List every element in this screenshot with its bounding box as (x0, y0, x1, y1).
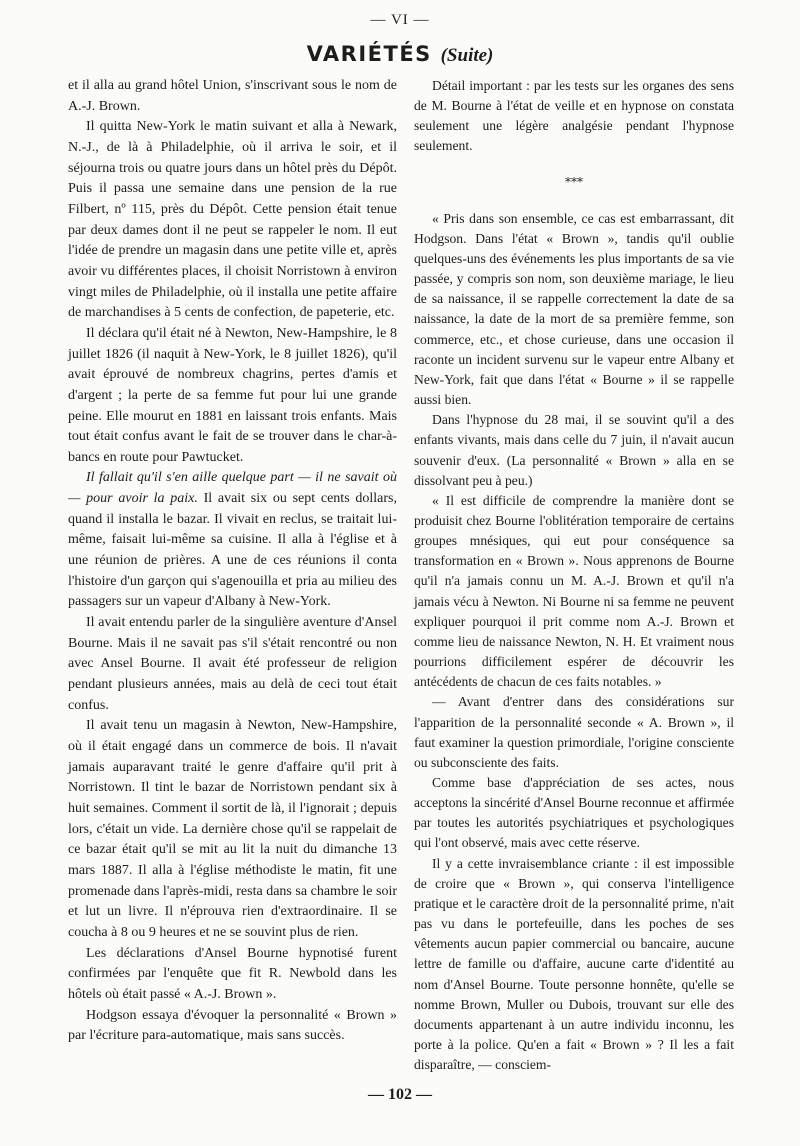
page-number: — 102 — (368, 1086, 432, 1103)
paragraph-rest: Il avait six ou sept cents dollars, quand il installa le bazar. Il vivait en reclus, se traitait lui-même, faisait lui-même sa cuisine. Il alla à l'église et à une réunion de prières. A une de ces réunions il conta l'histoire d'un garçon qui s'agenouilla et pria au milieu des passagers sur un vapeur d'Albany à New-York. (68, 491, 397, 610)
section-title (0, 42, 800, 67)
paragraph: « Il est difficile de comprendre la manière dont se produisit chez Bourne l'oblitération temporaire de certains groupes mnésiques, qui eut pour conséquence sa transformation en « Brown ». Nous apprenons de Bourne qu'il n'a jamais connu un M. A.-J. Brown et qu'il n'a jamais vécu à Newton. Ni Bourne ni sa femme ne peuvent expliquer pourquoi il prit comme nom A.-J. Brown et comme lieu de naissance Newton, N. H. Et vraiment nous pourrions difficilement espérer de découvrir les antécédents de chacun de ces faits notables. » (414, 492, 734, 690)
asterism-separator: ⁎⁎⁎ (565, 170, 583, 185)
paragraph (68, 468, 397, 613)
paragraph: Il déclara qu'il était né à Newton, New-Hampshire, le 8 juillet 1826 (il naquit à New-York, le 8 juillet 1826), qu'il avait éprouvé de nombreux chagrins, pertes d'amis et d'argent ; la perte de sa femme fut pour lui une grande peine. Elle mourut en 1881 en laissant trois enfants. Mais tout était confus avant le fait de se trouver dans le char-à-bancs en route pour Pawtucket. (68, 325, 397, 465)
paragraph: Dans l'hypnose du 28 mai, il se souvint qu'il a des enfants vivants, mais dans celle du 7 juin, il n'avait aucun souvenir d'eux. (La personnalité « Brown » alla en se dissolvant peu à peu.) (414, 412, 734, 488)
paragraph: « Pris dans son ensemble, ce cas est embarrassant, dit Hodgson. Dans l'état « Brown », tandis qu'il oublie quelques-uns des événements les plus importants de sa vie passée, y compris son nom, son deuxième mariage, le lieu de sa naissance, il se rappelle correctement la date de sa naissance, la date de la mort de sa première femme, son commerce, etc., et chose curieuse, dans une occasion il raconte un incident survenu sur le vapeur entre Albany et New-York, fait que dans l'état « Bourne » il se rappelle aussi bien. (414, 210, 734, 408)
roman-page-number: — VI — (370, 12, 430, 28)
paragraph: Les déclarations d'Ansel Bourne hypnotisé furent confirmées par l'enquête que fit R. Newbold dans les hôtels où était passé « A.-J. Brown ». (68, 945, 397, 1002)
title-text: VARIÉTÉS (306, 42, 432, 66)
title-suite: (Suite) (440, 45, 494, 66)
paragraph: Détail important : par les tests sur les organes des sens de M. Bourne à l'état de veille et en hypnose on constata seulement une légère analgésie pendant l'hypnose seulement. (414, 78, 734, 154)
paragraph: Il avait entendu parler de la singulière aventure d'Ansel Bourne. Mais il ne savait pas s'il s'était rencontré ou non avec Ansel Bourne. Il avait été professeur de religion pendant plusieurs années, mais au delà de ceci tout était confus. (68, 615, 397, 713)
paragraph: Il avait tenu un magasin à Newton, New-Hampshire, où il était engagé dans un commerce de bois. Il n'avait jamais auparavant traité le genre d'affaire qu'il prit à Norristown. Il tint le bazar de Norristown pendant six à huit semaines. Comment il sortit de là, il l'ignorait ; depuis lors, c'était un vide. La dernière chose qu'il se rappelait de ce bazar était qu'il se mit au lit la nuit du dimanche 13 mars 1887. Il alla à l'église méthodiste le matin, fit une promenade dans l'après-midi, resta dans sa chambre le soir et lut un livre. Il n'éprouva rien d'extraordinaire. Il se coucha à 8 ou 9 heures et ne se souvint plus de rien. (68, 718, 397, 940)
paragraph: et il alla au grand hôtel Union, s'inscrivant sous le nom de A.-J. Brown. (68, 78, 397, 114)
italic-phrase: Il fallait qu'il s'en aille quelque part — il ne savait où — pour avoir la paix. (68, 470, 397, 507)
left-column (68, 76, 397, 1047)
paragraph: Comme base d'appréciation de ses actes, nous acceptons la sincérité d'Ansel Bourne reconnue et affirmée par toutes les autorités psychiatriques et psychologiques qui l'ont observé, mais avec cette réserve. (414, 775, 734, 851)
paragraph: Il quitta New-York le matin suivant et alla à Newark, N.-J., de là à Philadelphie, où il arriva le soir, et il séjourna trois ou quatre jours dans un hôtel près du Dépôt. Puis il passa une semaine dans une pension de la rue Filbert, nº 115, près du Dépôt. Cette pension était tenue par deux dames dont il ne peut se rappeler le nom. Il eut l'idée de prendre un magasin dans une petite ville et, après avoir vu différentes places, il choisit Norristown à environ vingt miles de Philadelphie, où il installa une petite affaire de marchandises à 5 cents de confection, de papeterie, etc. (68, 119, 397, 321)
paragraph: — Avant d'entrer dans des considérations sur l'apparition de la personnalité seconde « A. Brown », il faut examiner la question primordiale, l'origine consciente ou subconsciente des faits. (414, 694, 734, 770)
paragraph: Hodgson essaya d'évoquer la personnalité « Brown » par l'écriture para-automatique, mais sans succès. (68, 1007, 397, 1044)
right-column (414, 76, 734, 1075)
paragraph: Il y a cette invraisemblance criante : il est impossible de croire que « Brown », qui conserva l'intelligence pratique et le caractère droit de la personnalité prime, n'ait pas vu dans le portefeuille, dans les poches de ses vêtements aucun papier commercial ou bancaire, aucune lettre de famille ou d'affaire, aucune carte d'identité au nom d'Ansel Bourne. Toute personne honnête, qu'elle se nomme Brown, Muller ou Dubois, trouvant sur elle des documents appartenant à un autre individu inconnu, les porte à la police. Qu'en a fait « Brown » ? Il les a fait disparaître, — consciem- (414, 855, 734, 1073)
